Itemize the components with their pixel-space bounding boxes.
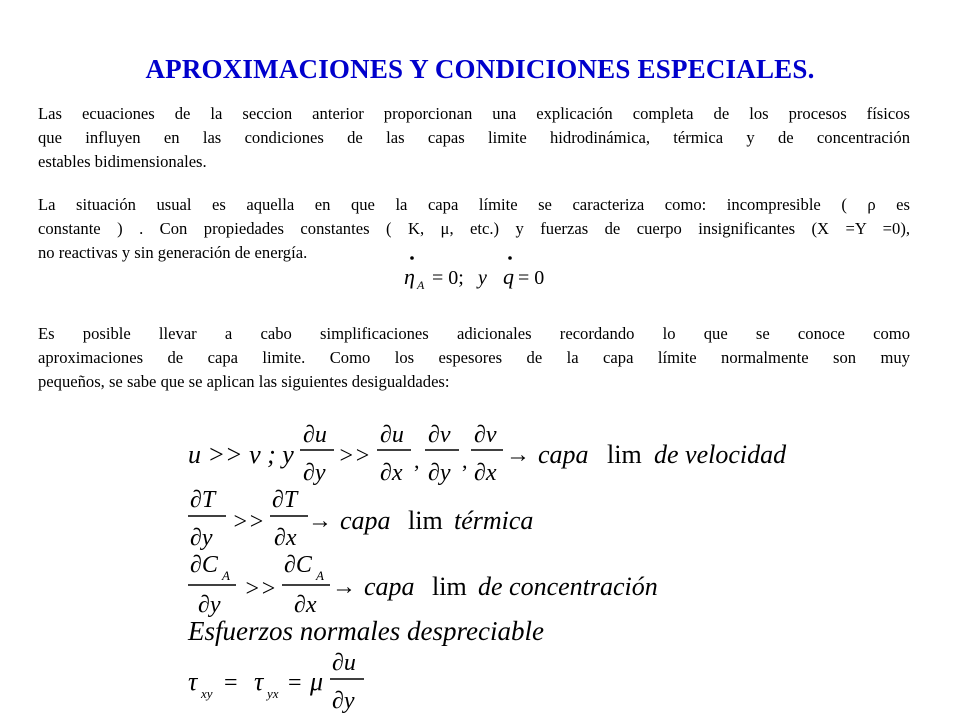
fraction-numerator: ∂v	[474, 422, 497, 448]
paragraph-approximations	[38, 322, 910, 394]
equation-velocity	[188, 422, 787, 486]
subscript: A	[222, 568, 230, 583]
equation-concentration	[188, 552, 658, 618]
normal-stress-note: Esfuerzos normales despreciable	[188, 616, 544, 646]
capa-word: capa	[340, 506, 391, 535]
equation-shear-stress	[188, 650, 364, 714]
equals-zero: = 0	[518, 267, 545, 289]
fraction-numerator: ∂T	[272, 487, 298, 513]
fraction-denominator: ∂y	[303, 460, 326, 486]
text-line: pequeños, se sabe que se aplican las siguientes desigualdades:	[38, 372, 450, 391]
fraction-denominator: ∂x	[474, 460, 497, 486]
fraction-denominator: ∂y	[198, 592, 221, 618]
equation-thermal	[188, 487, 533, 551]
eq-left: u >> v ; y	[188, 440, 294, 469]
equals-zero: = 0;	[432, 267, 464, 289]
fraction-numerator: ∂C	[190, 552, 218, 578]
dot-accent	[508, 256, 512, 260]
subscript: xy	[201, 686, 213, 701]
svg-text:,: ,	[462, 448, 468, 473]
text-line: Las ecuaciones de la seccion anterior proporcionan una explicación completa de los procesos físicos	[38, 104, 910, 123]
fraction-numerator: ∂u	[303, 422, 327, 448]
dot-accent	[410, 256, 414, 260]
fraction-denominator: ∂x	[274, 525, 297, 551]
fraction-numerator: ∂u	[332, 650, 356, 676]
much-greater: >>	[232, 509, 265, 535]
equals-sign: =	[224, 670, 238, 696]
svg-text:,: ,	[414, 448, 420, 473]
description: de velocidad	[654, 440, 787, 469]
fraction-numerator: ∂C	[284, 552, 312, 578]
much-greater: >>	[338, 443, 371, 469]
equals-sign: =	[288, 670, 302, 696]
subscript: yx	[267, 686, 279, 701]
fraction-denominator: ∂y	[332, 688, 355, 714]
subscript: A	[316, 568, 324, 583]
tau-symbol: τ	[188, 667, 198, 696]
text-line: aproximaciones de capa limite. Como los espesores de la capa límite normalmente son muy	[38, 348, 910, 367]
capa-word: capa	[538, 440, 589, 469]
description: térmica	[454, 506, 534, 535]
eta-subscript: A	[417, 278, 425, 292]
lim-word: lim	[607, 440, 642, 469]
inline-formula	[402, 254, 552, 294]
arrow-icon: →	[332, 574, 356, 600]
fraction-denominator: ∂x	[380, 460, 403, 486]
fraction-numerator: ∂v	[428, 422, 451, 448]
text-line: Es posible llevar a cabo simplificaciones adicionales recordando lo que se conoce como	[38, 324, 910, 343]
much-greater: >>	[244, 576, 277, 602]
fraction-denominator: ∂x	[294, 592, 317, 618]
conjunction-y: y	[478, 267, 487, 289]
text-line: no reactivas y sin generación de energía.	[38, 243, 308, 262]
lim-word: lim	[408, 506, 443, 535]
mu-symbol: μ	[310, 667, 324, 696]
arrow-icon: →	[506, 442, 530, 468]
description: de concentración	[478, 572, 658, 601]
text-line: constante ) . Con propiedades constantes ( K, μ, etc.) y fuerzas de cuerpo insignificantes (X =Y =0),	[38, 219, 910, 238]
eta-symbol: η	[404, 264, 415, 289]
text-line: La situación usual es aquella en que la capa límite se caracteriza como: incompresible ( ρ es	[38, 195, 910, 214]
fraction-numerator: ∂T	[190, 487, 216, 513]
tau-symbol: τ	[254, 667, 264, 696]
capa-word: capa	[364, 572, 415, 601]
text-line: que influyen en las condiciones de las capas limite hidrodinámica, térmica y de concentración	[38, 128, 910, 147]
fraction-numerator: ∂u	[380, 422, 404, 448]
slide-title: APROXIMACIONES Y CONDICIONES ESPECIALES.	[145, 54, 815, 84]
fraction-denominator: ∂y	[190, 525, 213, 551]
paragraph-intro	[38, 102, 910, 174]
q-symbol: q	[503, 264, 514, 289]
lim-word: lim	[432, 572, 467, 601]
fraction-denominator: ∂y	[428, 460, 451, 486]
arrow-icon: →	[308, 508, 332, 534]
text-line: estables bidimensionales.	[38, 152, 207, 171]
